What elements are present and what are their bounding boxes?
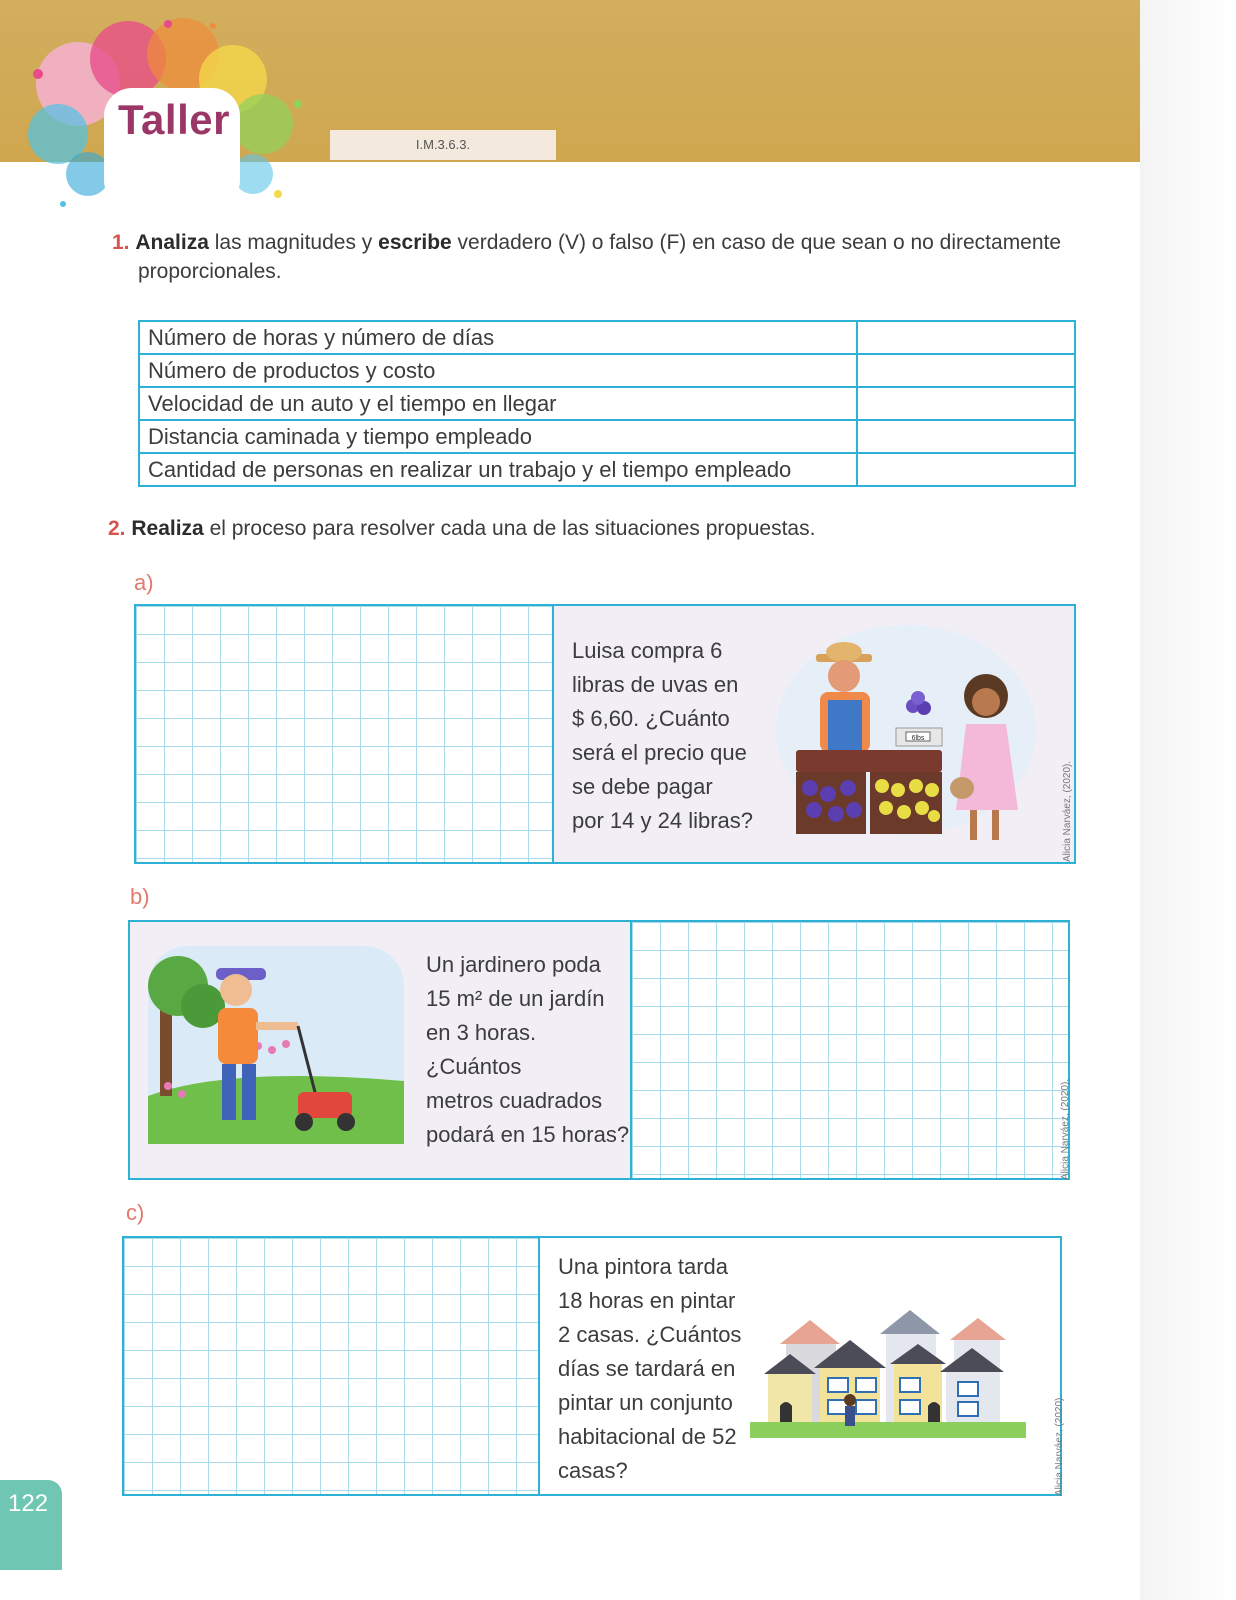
row-label: Cantidad de personas en realizar un trabajo y el tiempo empleado	[139, 453, 857, 486]
item-a-text: Luisa compra 6 libras de uvas en $ 6,60. ¿Cuánto será el precio que se debe pagar por 14 y 24 libras?	[572, 638, 753, 833]
answer-cell[interactable]	[857, 321, 1075, 354]
table-row	[139, 453, 1075, 486]
question-2: 2. Realiza el proceso para resolver cada una de las situaciones propuestas.	[108, 517, 816, 540]
item-a-frame	[134, 604, 1076, 864]
work-grid[interactable]	[136, 606, 552, 862]
item-c-problem	[540, 1238, 1060, 1494]
item-c-frame	[122, 1236, 1062, 1496]
scale-label: 6lbs	[911, 735, 925, 742]
item-b-problem	[130, 922, 630, 1178]
section-title: Taller	[118, 96, 230, 143]
credit-b: Alicia Narváez, (2020).	[1060, 1078, 1071, 1180]
work-grid[interactable]	[632, 922, 1068, 1178]
credit-c: Alicia Narváez, (2020).	[1054, 1394, 1065, 1496]
item-b-text: Un jardinero poda 15 m² de un jardín en 3 horas. ¿Cuántos metros cuadrados podará en 15 horas?	[426, 952, 630, 1147]
page-edge	[1140, 0, 1236, 1600]
work-grid[interactable]	[124, 1238, 538, 1494]
verb-escribe: escribe	[378, 231, 452, 254]
row-label: Número de horas y número de días	[139, 321, 857, 354]
answer-cell[interactable]	[857, 387, 1075, 420]
item-a-problem	[554, 606, 1074, 862]
item-a-label: a)	[134, 570, 154, 595]
fruit-stand-illustration	[766, 620, 1036, 848]
question-1: 1. Analiza las magnitudes y escribe verdadero (V) o falso (F) en caso de que sean o no directamente proporcionales.	[112, 231, 1062, 283]
page-number: 122	[8, 1490, 49, 1517]
table-row	[139, 387, 1075, 420]
answer-cell[interactable]	[857, 354, 1075, 387]
houses-illustration	[750, 1304, 1026, 1444]
item-b-label: b)	[130, 884, 150, 909]
item-b-frame	[128, 920, 1070, 1180]
curriculum-code: I.M.3.6.3.	[330, 130, 556, 160]
gardener-illustration	[148, 946, 404, 1144]
verb-analiza: Analiza	[135, 231, 209, 254]
item-c-label: c)	[126, 1200, 145, 1225]
question-number: 2.	[108, 517, 126, 540]
proportionality-table	[138, 320, 1076, 487]
question-number: 1.	[112, 231, 130, 254]
table-row	[139, 420, 1075, 453]
table-row	[139, 354, 1075, 387]
table-row	[139, 321, 1075, 354]
row-label: Distancia caminada y tiempo empleado	[139, 420, 857, 453]
row-label: Número de productos y costo	[139, 354, 857, 387]
answer-cell[interactable]	[857, 420, 1075, 453]
row-label: Velocidad de un auto y el tiempo en llegar	[139, 387, 857, 420]
verb-realiza: Realiza	[131, 517, 204, 540]
item-c-text: Una pintora tarda 18 horas en pintar 2 casas. ¿Cuántos días se tardará en pintar un conjunto habitacional de 52 casas?	[558, 1254, 742, 1483]
answer-cell[interactable]	[857, 453, 1075, 486]
credit-a: Alicia Narváez, (2020).	[1062, 760, 1073, 862]
